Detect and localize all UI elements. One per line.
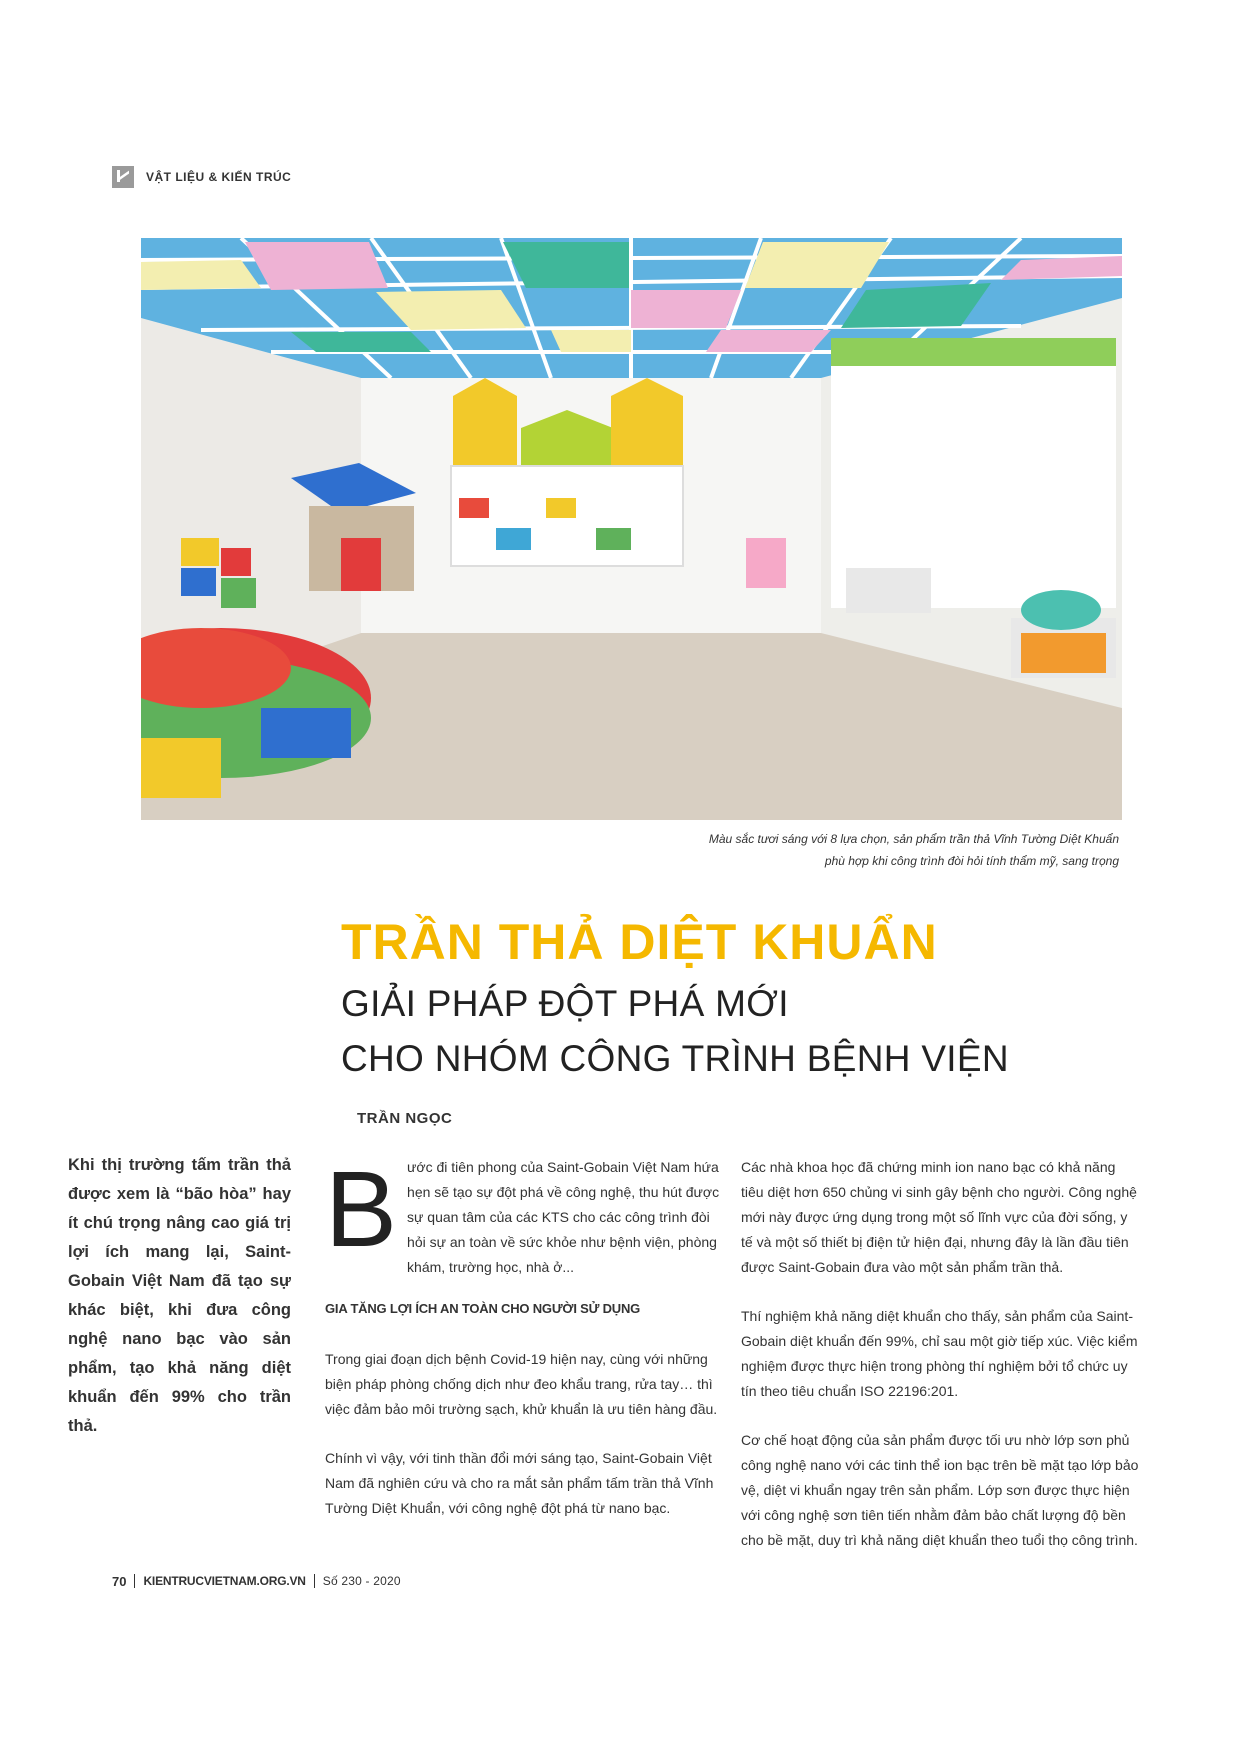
footer-site: KIENTRUCVIETNAM.ORG.VN xyxy=(143,1574,306,1588)
section-subtitle: GIA TĂNG LỢI ÍCH AN TOÀN CHO NGƯỜI SỬ DỤNG xyxy=(325,1301,641,1316)
paragraph: Thí nghiệm khả năng diệt khuẩn cho thấy, sản phẩm của Saint-Gobain diệt khuẩn đến 99%, chỉ sau một giờ tiếp xúc. Việc kiểm nghiệm được thực hiện trong phòng thí nghiệm bởi tổ chức uy tín theo tiêu chuẩn ISO 22196:201. xyxy=(741,1308,1138,1399)
caption-line-2: phù hợp khi công trình đòi hỏi tính thẩm mỹ, sang trọng xyxy=(824,854,1119,868)
section-header xyxy=(112,165,291,189)
playroom-illustration xyxy=(141,238,1122,820)
footer-divider xyxy=(134,1574,135,1588)
article-headline: TRẦN THẢ DIỆT KHUẨN xyxy=(341,914,938,970)
footer-divider xyxy=(314,1574,315,1588)
article-author: TRẦN NGỌC xyxy=(357,1110,453,1127)
article-column-3 xyxy=(741,1155,1141,1577)
intro-paragraph xyxy=(325,1148,720,1280)
paragraph: Cơ chế hoạt động của sản phẩm được tối ưu nhờ lớp sơn phủ công nghệ nano với các tinh thể ion bạc trên bề mặt tạo lớp bảo vệ, diệt vi khuẩn ngay trên sản phẩm. Lớp sơn được thực hiện với công nghệ sơn tiên tiến nhằm đảm bảo chất lượng độ bền cho bề mặt, duy trì khả năng diệt khuẩn theo tuổi thọ công trình. xyxy=(741,1432,1139,1548)
paragraph: Các nhà khoa học đã chứng minh ion nano bạc có khả năng tiêu diệt hơn 650 chủng vi sinh gây bệnh cho người. Công nghệ mới này được ứng dụng trong một số lĩnh vực của đời sống, y tế và một số thiết bị điện tử hiện đại, nhưng đây là lần đầu tiên được Saint-Gobain đưa vào một sản phẩm trần thả. xyxy=(741,1159,1137,1275)
drop-cap: B xyxy=(325,1148,398,1269)
intro-text: ước đi tiên phong của Saint-Gobain Việt Nam hứa hẹn sẽ tạo sự đột phá về công nghệ, thu hút được sự quan tâm của các KTS cho các công trình đòi hỏi sự an toàn về sức khỏe như bệnh viện, phòng khám, trường học, nhà ở... xyxy=(407,1159,720,1275)
paragraph: Chính vì vậy, với tinh thần đổi mới sáng tạo, Saint-Gobain Việt Nam đã nghiên cứu và cho ra mắt sản phẩm tấm trần thả Vĩnh Tường Diệt Khuẩn, với công nghệ đột phá từ nano bạc. xyxy=(325,1450,714,1516)
article-lead: Khi thị trường tấm trần thả được xem là “bão hòa” hay ít chú trọng nâng cao giá trị lợi ích mang lại, Saint-Gobain Việt Nam đã tạo sự khác biệt, khi đưa công nghệ nano bạc vào sản phẩm, tạo khả năng diệt khuẩn đến 99% cho trần thả. xyxy=(68,1156,291,1435)
article-subheadline-1: GIẢI PHÁP ĐỘT PHÁ MỚI xyxy=(341,983,789,1024)
caption-line-1: Màu sắc tươi sáng với 8 lựa chọn, sản phẩm trần thả Vĩnh Tường Diệt Khuẩn xyxy=(708,832,1119,846)
section-logo-icon xyxy=(112,166,134,188)
article-subheadline-2: CHO NHÓM CÔNG TRÌNH BỆNH VIỆN xyxy=(341,1038,1009,1079)
article-column-2 xyxy=(325,1148,720,1545)
page-number: 70 xyxy=(112,1573,127,1589)
photo-caption xyxy=(559,828,1119,872)
section-title: VẬT LIỆU & KIẾN TRÚC xyxy=(146,170,292,184)
paragraph: Trong giai đoạn dịch bệnh Covid-19 hiện nay, cùng với những biện pháp phòng chống dịch như đeo khẩu trang, rửa tay… thì việc đảm bảo môi trường sạch, khử khuẩn là ưu tiên hàng đầu. xyxy=(325,1351,718,1417)
footer-issue: Số 230 - 2020 xyxy=(322,1574,401,1588)
page-footer xyxy=(112,1571,401,1591)
article-photo xyxy=(141,238,1122,820)
